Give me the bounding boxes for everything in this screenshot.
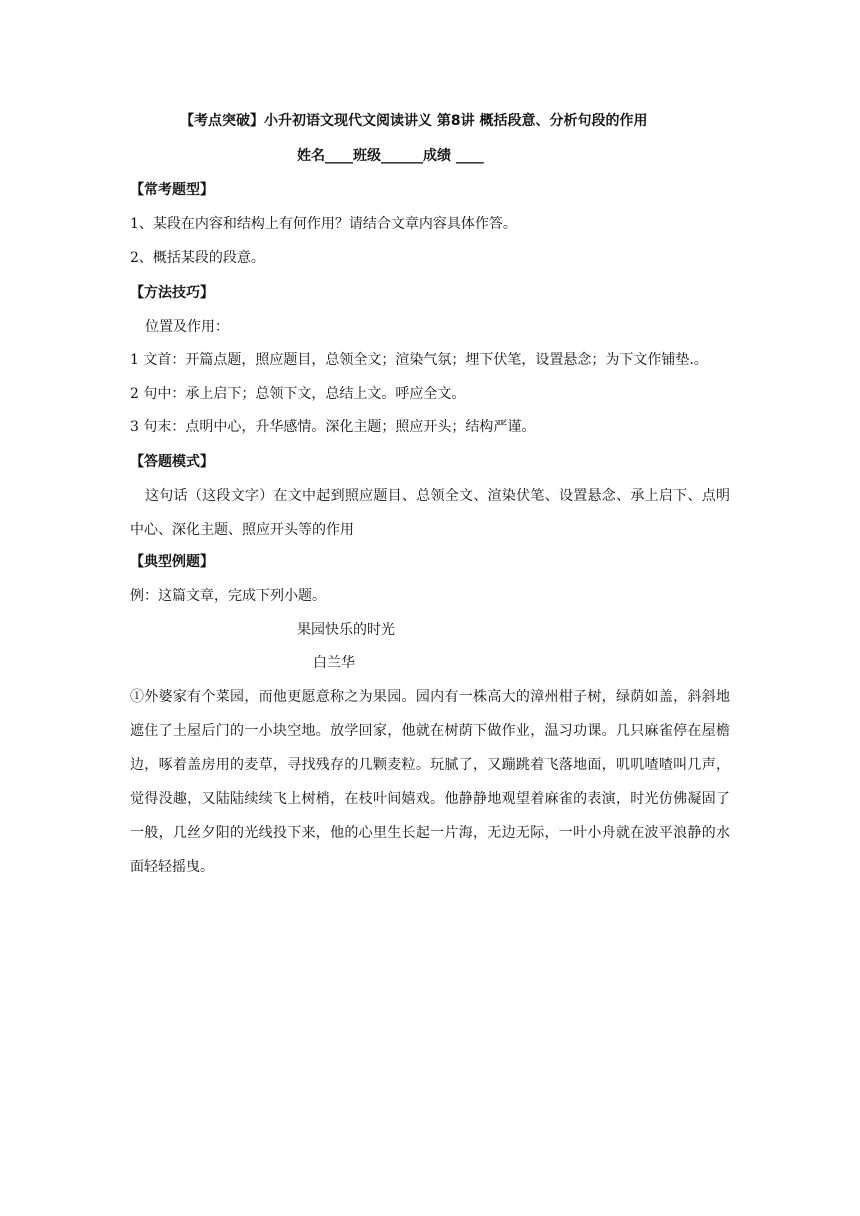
article-title: 果园快乐的时光 (297, 622, 395, 638)
section-heading-example: 【典型例题】 (130, 554, 214, 570)
common-type-item-1: 1、某段在内容和结构上有何作用？请结合文章内容具体作答。 (130, 216, 517, 232)
section-heading-methods: 【方法技巧】 (130, 285, 214, 301)
example-prompt: 例：这篇文章，完成下列小题。 (130, 588, 326, 604)
article-author: 白兰华 (313, 655, 355, 671)
method-item-1: 1 文首：开篇点题，照应题目，总领全文；渲染气氛；埋下伏笔，设置悬念；为下文作铺垫.。 (130, 352, 708, 368)
answer-mode-text: 这句话（这段文字）在文中起到照应题目、总领全文、渲染伏笔、设置悬念、承上启下、点明中心、深化主题、照应开头等的作用 (130, 488, 730, 538)
methods-intro: 位置及作用： (145, 319, 229, 335)
section-heading-common-types: 【常考题型】 (130, 182, 214, 198)
method-item-2: 2 句中：承上启下；总领下文，总结上文。呼应全文。 (130, 386, 466, 402)
student-info-line: 姓名____班级______成绩 ____ (297, 148, 484, 164)
section-heading-answer-mode: 【答题模式】 (130, 454, 214, 470)
common-type-item-2: 2、概括某段的段意。 (130, 250, 265, 266)
article-paragraph: ①外婆家有个菜园，而他更愿意称之为果园。园内有一株高大的漳州柑子树，绿荫如盖，斜斜地遮住了土屋后门的一小块空地。放学回家，他就在树荫下做作业，温习功课。几只麻雀停在屋檐边，啄着盖房用的麦草，寻找残存的几颗麦粒。玩腻了，又蹦跳着飞落地面，叽叽喳喳叫几声，觉得没趣，又陆陆续续飞上树梢，在枝叶间嬉戏。他静静地观望着麻雀的表演，时光仿佛凝固了一般，几丝夕阳的光线投下来，他的心里生长起一片海，无边无际，一叶小舟就在波平浪静的水面轻轻摇曳。 (130, 689, 730, 875)
document-title: 【考点突破】小升初语文现代文阅读讲义 第8讲 概括段意、分析句段的作用 (180, 113, 648, 129)
method-item-3: 3 句末：点明中心，升华感情。深化主题；照应开头；结构严谨。 (130, 419, 536, 435)
